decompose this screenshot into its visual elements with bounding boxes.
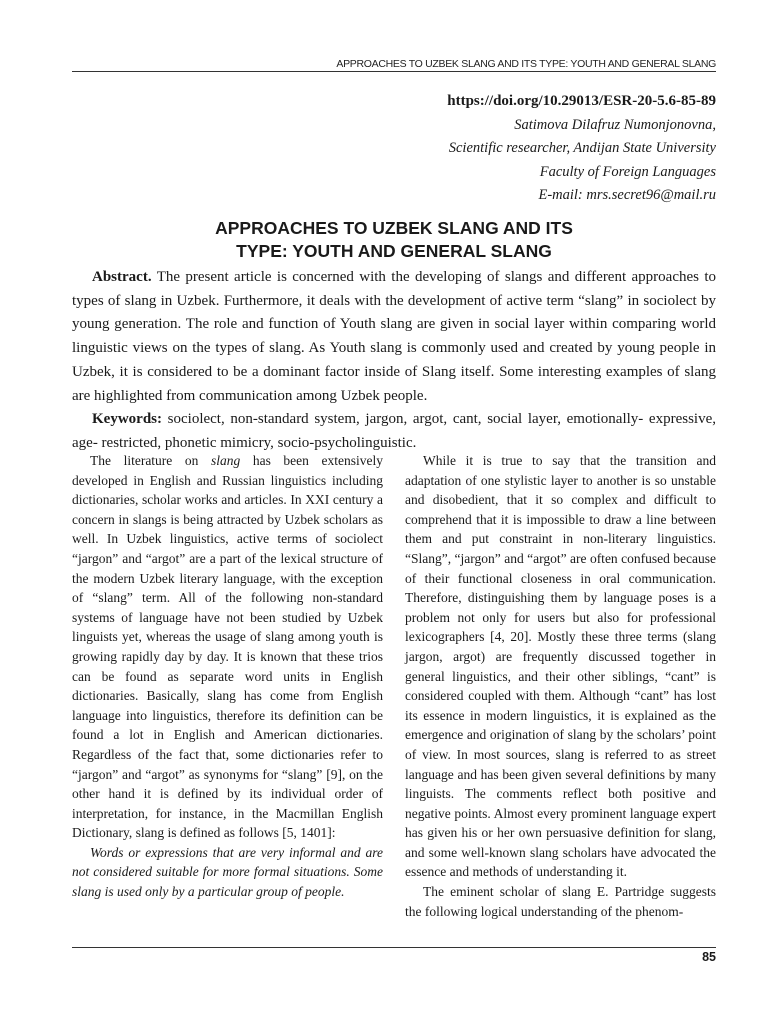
- author-email[interactable]: E-mail: mrs.secret96@mail.ru: [538, 187, 716, 203]
- keywords-label: Keywords:: [92, 411, 162, 428]
- author-position: Scientific researcher, Andijan State University: [448, 140, 716, 156]
- left-paragraph-1: The literature on slang has been extensively developed in English and Russian linguistics including dictionaries, scholar works and articles. In XXI century a concern in slangs is being attracted by Uzbek scholars as well. In Uzbek linguistics, active terms of sociolect “jargon” and “argot” are a part of the lexical structure of the modern Uzbek literary language, with the exception of “slang” term. All of the following non-standard systems of language have not been studied by Uzbek linguists yet, whereas the usage of slang among youth is growing rapidly day by day. It is known that these trios can be found as separate word units in English dictionaries. Basically, slang has come from English language into linguistics, therefore its definition can be found a lot in English and American dictionaries. Regardless of the fact that, some dictionaries refer to “jargon” and “argot” as synonyms for “slang” [9], on the other hand it is defined by its individual order of interpretation, for instance, in the Macmillan English Dictionary, slang is defined as follows [5, 1401]:: [72, 453, 383, 841]
- dictionary-quote: Words or expressions that are very informal and are not considered suitable for more formal situations. Some slang is used only by a particular group of people.: [72, 844, 383, 900]
- abstract-label: Abstract.: [92, 269, 152, 285]
- author-block: [447, 90, 716, 208]
- author-name: Satimova Dilafruz Numonjonovna,: [514, 116, 716, 133]
- article-title-line-1: APPROACHES TO UZBEK SLANG AND ITS: [215, 218, 573, 238]
- right-column: [405, 451, 716, 921]
- right-paragraph-2: The eminent scholar of slang E. Partridge suggests the following logical understanding of the phenom-: [405, 884, 716, 919]
- author-faculty: Faculty of Foreign Languages: [539, 163, 716, 180]
- page-number: 85: [702, 950, 716, 964]
- abstract-section: [72, 266, 716, 456]
- body-columns: [72, 451, 716, 921]
- right-paragraph-1: While it is true to say that the transition and adaptation of one stylistic layer to another is so unstable and disobedient, that it so complex and difficult to comprehend that it is impossible to draw a line between them and put constraint in non-literary linguistics. “Slang”, “jargon” and “argot” are often confused because of their functional closeness in oral communication. Therefore, distinguishing them by language poses is a problem not only for users but also for professional lexicographers [4, 20]. Mostly these three terms (slang jargon, argot) are frequently discussed together in general linguistics, and their other siblings, “cant” is considered coupled with them. Although “cant” has lost its essence in modern linguistics, it is explained as the emergence and origination of slang by the scholars’ point of view. In most sources, slang is referred to as street language and has been given several definitions by many linguists. The comments reflect both positive and negative points. Almost every prominent language expert has given his or her own persuasive definition for slang, and some well-known slang scholars have advocated the essence and methods of understanding it.: [405, 453, 716, 880]
- left-column: [72, 451, 383, 921]
- running-header: APPROACHES TO UZBEK SLANG AND ITS TYPE: YOUTH AND GENERAL SLANG: [336, 58, 716, 70]
- keywords-paragraph: [72, 408, 716, 455]
- article-title: [72, 217, 716, 263]
- doi-link[interactable]: https://doi.org/10.29013/ESR-20-5.6-85-89: [447, 93, 716, 109]
- header-divider: [72, 71, 716, 72]
- article-title-line-2: TYPE: YOUTH AND GENERAL SLANG: [236, 241, 552, 261]
- footer-divider: [72, 947, 716, 948]
- abstract-text: The present article is concerned with the developing of slangs and different approaches to types of slang in Uzbek. Furthermore, it deals with the development of active term “slang” in sociolect by young generation. The role and function of Youth slang are given in social layer within comparing world linguistic views on the types of slang. As Youth slang is commonly used and created by young people in Uzbek, it is considered to be a dominant factor inside of Slang itself. Some interesting examples of slang are highlighted from communication among Uzbek people.: [72, 269, 717, 404]
- slang-term: slang: [210, 453, 241, 468]
- keywords-text: sociolect, non-standard system, jargon, argot, cant, social layer, emotionally- expressive, age- restricted, phonetic mimicry, socio-psycholinguistic.: [72, 411, 716, 451]
- abstract-paragraph: [72, 266, 716, 408]
